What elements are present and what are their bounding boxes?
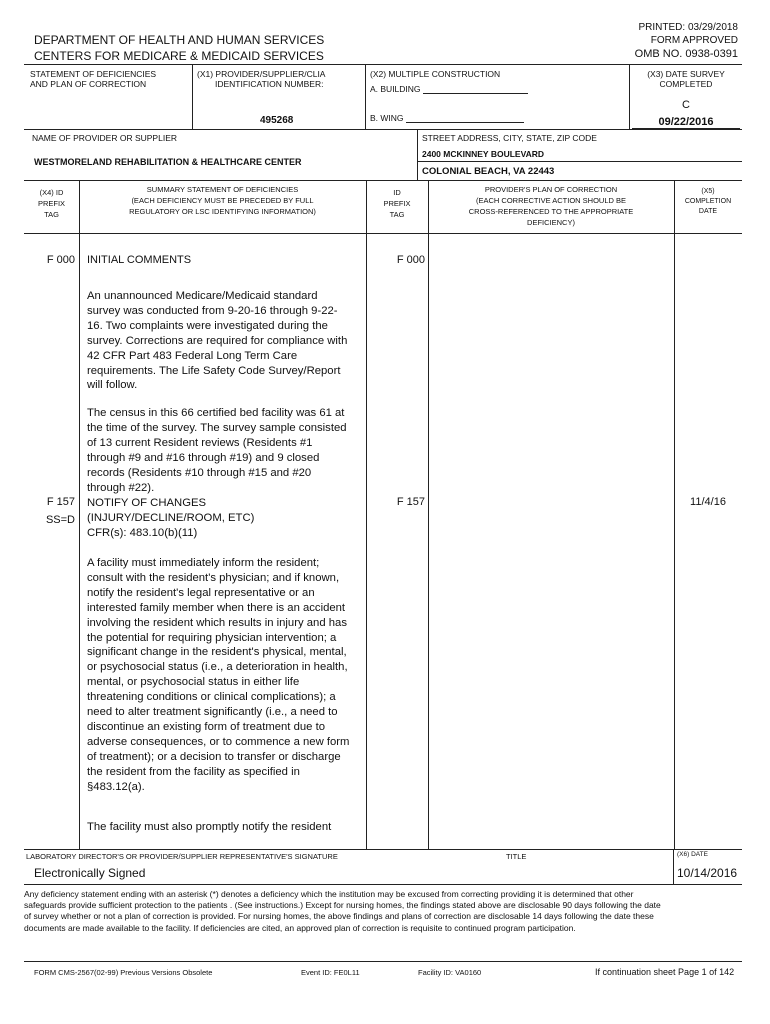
f157-title [87,496,352,541]
provider-id-number: 495268 [260,115,294,126]
title-label: TITLE [506,852,527,861]
f157-title-2: (INJURY/DECLINE/ROOM, ETC) [87,511,255,524]
omb-number: OMB NO. 0938-0391 [634,48,738,60]
x4-header-2: PREFIX [37,199,66,208]
id-header [366,187,428,220]
census-paragraph: The census in this 66 certified bed facility was 61 at the time of the survey. The survey sample consisted of 13 current Resident reviews (Residents #1 through #9 and #16 through #19) and 9 closed records (Residents #10 through #15 and #20 through #22). [87,407,347,494]
facility-id: Facility ID: VA0160 [418,968,482,977]
continued-paragraph: The facility must also promptly notify the resident [87,821,332,833]
printed-date: PRINTED: 03/29/2018 [638,22,738,33]
x2-label: (X2) MULTIPLE CONSTRUCTION [370,69,501,79]
summary-header-1: SUMMARY STATEMENT OF DEFICIENCIES [146,185,299,194]
summary-header-3: REGULATORY OR LSC IDENTIFYING INFORMATION) [129,207,316,216]
plan-header [428,184,674,228]
x6-date-label: (X6) DATE [677,851,708,858]
x3-label-2: COMPLETED [659,79,713,89]
id-header-1: ID [393,188,401,197]
wing-blank [406,113,524,123]
plan-header-2: (EACH CORRECTIVE ACTION SHOULD BE [475,196,627,205]
x1-label-1: (X1) PROVIDER/SUPPLIER/CLIA [197,69,326,79]
address-line-2: COLONIAL BEACH, VA 22443 [422,166,555,177]
x4-header-1: (X4) ID [39,188,64,197]
initial-comments-heading: INITIAL COMMENTS [87,254,192,266]
f157-title-1: NOTIFY OF CHANGES [87,497,207,509]
tag-f000-right: F 000 [396,254,425,266]
scope-severity: SS=D [45,514,75,526]
address-line-1: 2400 MCKINNEY BOULEVARD [422,149,545,159]
id-header-3: TAG [389,210,405,219]
address-label: STREET ADDRESS, CITY, STATE, ZIP CODE [422,133,597,143]
continuation-page: If continuation sheet Page 1 of 142 [595,967,735,977]
form-number: FORM CMS-2567(02-99) Previous Versions Obsolete [34,968,213,977]
plan-header-3: CROSS-REFERENCED TO THE APPROPRIATE [468,207,634,216]
survey-paragraph: An unannounced Medicare/Medicaid standard survey was conducted from 9-20-16 through 9-22-16. Two complaints were investigated during the survey. Corrections are required for compliance with 42 CFR Part 483 Federal Long Term Care requirements. The Life Safety Code Survey/Report will follow. [87,290,348,392]
electronic-signature: Electronically Signed [34,866,146,880]
centers-title: CENTERS FOR MEDICARE & MEDICAID SERVICES [34,49,324,63]
summary-header-2: (EACH DEFICIENCY MUST BE PRECEDED BY FULL [131,196,314,205]
disclaimer-text: Any deficiency statement ending with an asterisk (*) denotes a deficiency which the institution may be excused from correcting providing it is determined that other safeguards provide sufficient protection to the patients . (See instructions.) Except for nursing homes, the findings stated above are disclosable 90 days following the date of survey whether or not a plan of correction is provided. For nursing homes, the above findings and plans of correction are disclosable 14 days following the date these documents are made available to the facility. If deficiencies are cited, an approved plan of correction is requisite to continued program participation. [24,889,661,933]
x5-header-1: (X5) [701,188,715,195]
x5-header-3: DATE [698,208,718,215]
x4-header [24,187,79,220]
building-field [370,84,528,94]
building-label: A. BUILDING [370,84,421,94]
survey-completed-date: 09/22/2016 [658,116,714,128]
signature-date: 10/14/2016 [677,866,738,880]
building-blank [423,84,528,94]
wing-label: B. WING [370,113,404,123]
notification-paragraph: A facility must immediately inform the resident; consult with the resident's physician; and if known, notify the resident's legal representative or an interested family member when there is an accident involving the resident which results in injury and has the potential for requiring physician intervention; a significant change in the resident's physical, mental, or psychosocial status (i.e., a deterioration in health, mental, or psychosocial status in either life threatening conditions or clinical complications); a need to alter treatment significantly (i.e., a need to discontinue an existing form of treatment due to adverse consequences, or to commence a new form of treatment); or a decision to transfer or discharge the resident from the facility as specified in §483.12(a). [87,557,350,793]
provider-name-label: NAME OF PROVIDER OR SUPPLIER [32,133,177,143]
statement-label-1: STATEMENT OF DEFICIENCIES [30,69,157,79]
f157-cfr: CFR(s): 483.10(b)(11) [87,526,198,539]
department-title: DEPARTMENT OF HEALTH AND HUMAN SERVICES [34,33,325,47]
x3-letter: C [682,99,690,111]
wing-field [370,113,524,123]
x1-label-2: IDENTIFICATION NUMBER: [215,79,324,89]
tag-f157-right: F 157 [396,496,425,508]
x4-header-3: TAG [44,210,59,219]
tag-f000-left: F 000 [46,254,75,266]
tag-f157-left: F 157 [46,496,75,508]
plan-header-4: DEFICIENCY) [527,218,575,227]
x5-header-2: COMPLETION [684,198,732,205]
x5-header [674,187,742,217]
summary-header [79,184,366,217]
statement-label-2: AND PLAN OF CORRECTION [30,79,147,89]
plan-header-1: PROVIDER'S PLAN OF CORRECTION [484,185,618,194]
event-id: Event ID: FE0L11 [301,968,360,977]
provider-name: WESTMORELAND REHABILITATION & HEALTHCARE CENTER [34,157,302,167]
form-approved: FORM APPROVED [650,35,738,46]
id-header-2: PREFIX [383,199,411,208]
completion-date: 11/4/16 [690,496,726,508]
signature-label: LABORATORY DIRECTOR'S OR PROVIDER/SUPPLIER REPRESENTATIVE'S SIGNATURE [26,852,338,861]
x3-label-1: (X3) DATE SURVEY [647,69,725,79]
